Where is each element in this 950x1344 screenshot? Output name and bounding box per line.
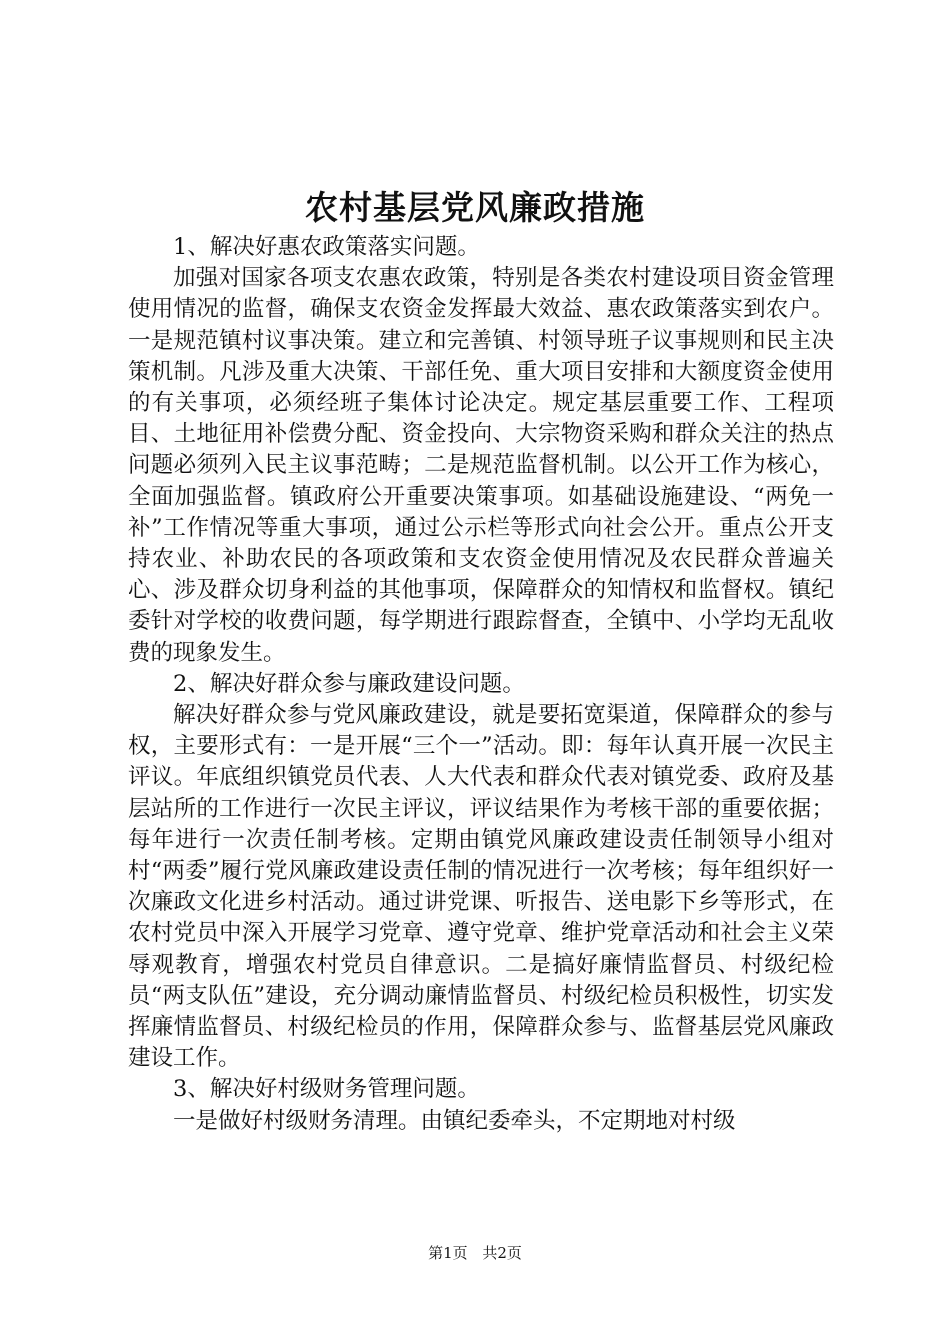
section-heading-3: 3、解决好村级财务管理问题。 — [173, 1076, 480, 1103]
document-title: 农村基层党风廉政措施 — [305, 188, 645, 227]
paragraph-1: 加强对国家各项支农惠农政策，特别是各类农村建设项目资金管理使用情况的监督，确保支农资金发挥最大效益、惠农政策落实到农户。一是规范镇村议事决策。建立和完善镇、村领导班子议事规则和民主决策机制。凡涉及重大决策、干部任免、重大项目安排和大额度资金使用的有关事项，必须经班子集体讨论决定。规定基层重要工作、工程项目、土地征用补偿费分配、资金投向、大宗物资采购和群众关注的热点问题必须列入民主议事范畴；二是规范监督机制。以公开工作为核心，全面加强监督。镇政府公开重要决策事项。如基础设施建设、“两免一补”工作情况等重大事项，通过公示栏等形式向社会公开。重点公开支持农业、补助农民的各项政策和支农资金使用情况及农民群众普遍关心、涉及群众切身利益的其他事项，保障群众的知情权和监督权。镇纪委针对学校的收费问题，每学期进行跟踪督查，全镇中、小学均无乱收费的现象发生。 — [128, 265, 834, 666]
paragraph-2: 解决好群众参与党风廉政建设，就是要拓宽渠道，保障群众的参与权，主要形式有：一是开展“三个一”活动。即：每年认真开展一次民主评议。年底组织镇党员代表、人大代表和群众代表对镇党委、政府及基层站所的工作进行一次民主评议，评议结果作为考核干部的重要依据；每年进行一次责任制考核。定期由镇党风廉政建设责任制领导小组对村“两委”履行党风廉政建设责任制的情况进行一次考核；每年组织好一次廉政文化进乡村活动。通过讲党课、听报告、送电影下乡等形式，在农村党员中深入开展学习党章、遵守党章、维护党章活动和社会主义荣辱观教育，增强农村党员自律意识。二是搞好廉情监督员、村级纪检员“两支队伍”建设，充分调动廉情监督员、村级纪检员积极性，切实发挥廉情监督员、村级纪检员的作用，保障群众参与、监督基层党风廉政建设工作。 — [128, 702, 834, 1072]
document-body — [128, 232, 834, 1137]
page-number-current: 第1页 — [428, 1244, 468, 1262]
section-heading-2: 2、解决好群众参与廉政建设问题。 — [173, 670, 525, 697]
section-heading-1: 1、解决好惠农政策落实问题。 — [173, 234, 480, 260]
paragraph-3: 一是做好村级财务清理。由镇纪委牵头，不定期地对村级 — [173, 1107, 736, 1134]
page-number-total: 共2页 — [482, 1244, 522, 1262]
page-footer — [0, 1243, 950, 1263]
